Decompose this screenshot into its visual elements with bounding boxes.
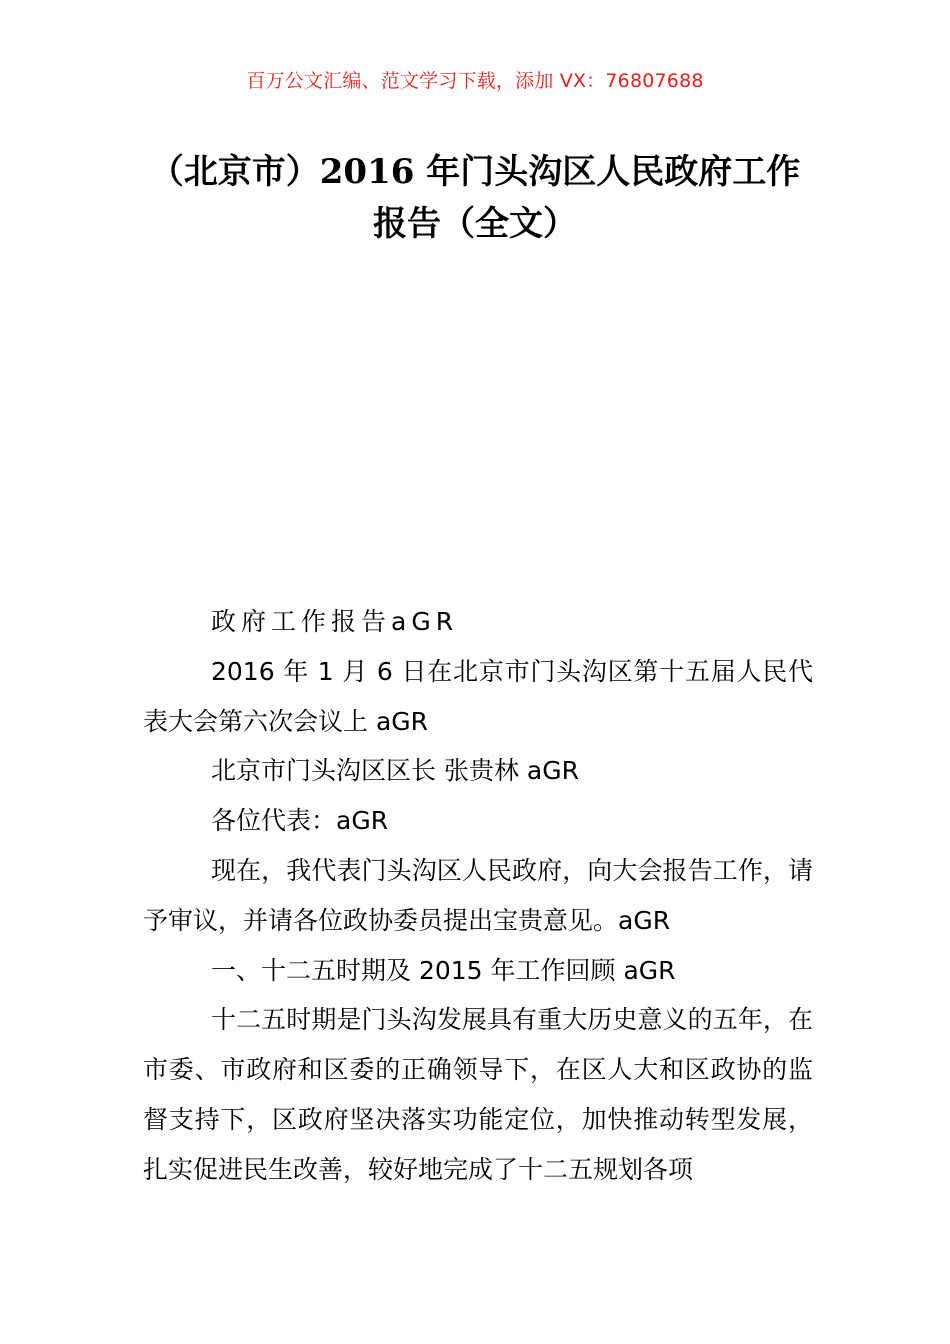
paragraph-intro: 现在，我代表门头沟区人民政府，向大会报告工作，请予审议，并请各位政协委员提出宝贵意见。aGR: [143, 855, 813, 935]
paragraph-review: 十二五时期是门头沟发展具有重大历史意义的五年，在市委、市政府和区委的正确领导下，在区人大和区政协的监督支持下，区政府坚决落实功能定位，加快推动转型发展，扎实促进民生改善，较好地完成了十二五规划各项: [143, 1005, 813, 1184]
paragraph-meeting-info: 2016 年 1 月 6 日在北京市门头沟区第十五届人民代表大会第六次会议上 aGR: [143, 656, 813, 736]
paragraph-report-label: 政府工作报告aGR: [211, 607, 459, 636]
title-line-2: 报告（全文）: [373, 204, 577, 244]
document-body: [143, 597, 813, 1195]
header-note: 百万公文汇编、范文学习下载，添加 VX：76807688: [246, 70, 704, 92]
paragraph-speaker: 北京市门头沟区区长 张贵林 aGR: [211, 756, 579, 786]
section-heading-1: 一、十二五时期及 2015 年工作回顾 aGR: [211, 955, 676, 985]
paragraph-salutation: 各位代表：aGR: [211, 806, 389, 836]
document-title: [120, 146, 830, 250]
title-line-1: （北京市）2016 年门头沟区人民政府工作: [149, 152, 801, 192]
